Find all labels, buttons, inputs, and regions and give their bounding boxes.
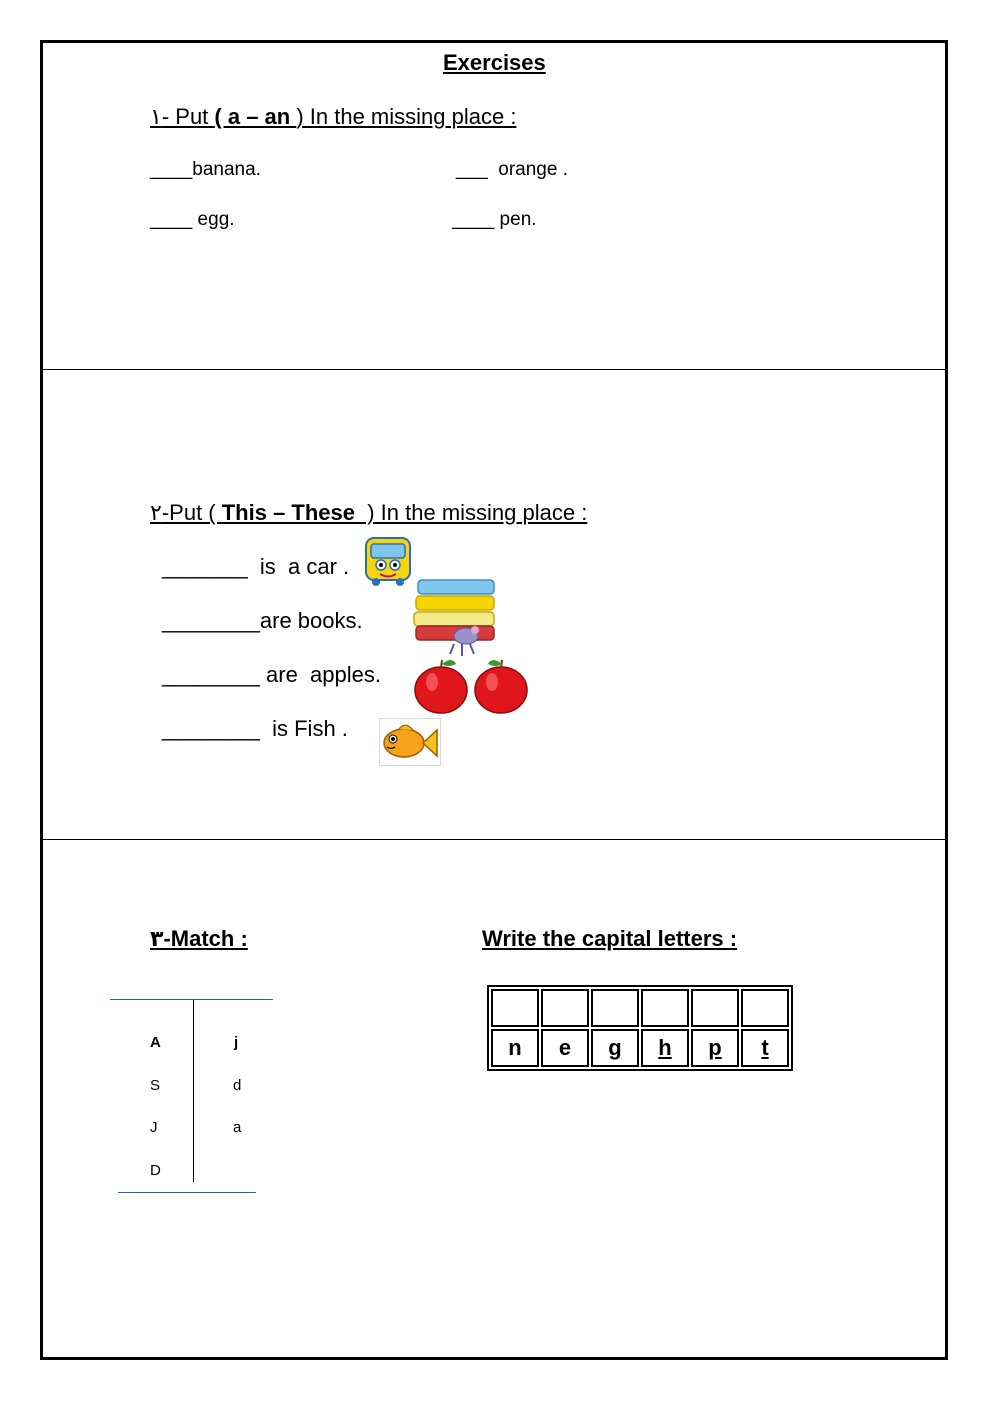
section4-heading: Write the capital letters : (482, 926, 738, 951)
match-right-3: a (233, 1119, 242, 1136)
section2-options: This – These (221, 500, 356, 525)
match-left-4: D (150, 1162, 161, 1179)
section2-item-2: ________are books. (162, 608, 363, 633)
section3-number: ٣ (150, 926, 164, 951)
section1-prefix: - Put (161, 104, 215, 129)
answer-box-3[interactable] (591, 989, 639, 1027)
match-top-line (110, 999, 273, 1000)
letter-cell-6: t (741, 1029, 789, 1067)
section2-item-4: ________ is Fish . (162, 716, 348, 741)
section1-number: ١ (150, 104, 162, 129)
match-left-2: S (150, 1077, 161, 1094)
section1-options: ( a – an (214, 104, 297, 129)
answer-box-2[interactable] (541, 989, 589, 1027)
answer-box-4[interactable] (641, 989, 689, 1027)
match-bottom-line (118, 1192, 256, 1193)
letter-cell-5: p (691, 1029, 739, 1067)
letter-cell-1: n (491, 1029, 539, 1067)
page-title: Exercises (443, 50, 546, 75)
match-right-2: d (233, 1077, 242, 1094)
books-icon (412, 574, 498, 660)
apples-icon (412, 656, 530, 716)
answer-box-6[interactable] (741, 989, 789, 1027)
section1-item-3: ____ egg. (150, 209, 235, 230)
section3-heading (150, 926, 248, 952)
section1-item-2: ___ orange . (456, 159, 568, 180)
match-left-1: A (150, 1034, 161, 1051)
section2-item-3: ________ are apples. (162, 662, 381, 687)
match-column-divider (193, 1000, 194, 1182)
section1-heading (150, 104, 516, 130)
match-right-1: j (234, 1034, 239, 1051)
section1-item-1: ____banana. (150, 159, 261, 180)
answer-box-5[interactable] (691, 989, 739, 1027)
letter-cell-3: g (591, 1029, 639, 1067)
section1-suffix: ) In the missing place : (296, 104, 517, 129)
bus-icon (362, 535, 414, 587)
section-divider-2 (42, 839, 945, 840)
letter-cell-4: h (641, 1029, 689, 1067)
section1-item-4: ____ pen. (452, 209, 537, 230)
section3-title: -Match : (163, 926, 248, 951)
answer-box-1[interactable] (491, 989, 539, 1027)
section2-suffix: ) In the missing place : (355, 500, 588, 525)
section2-item-1: _______ is a car . (162, 554, 350, 579)
capital-letters-table (487, 985, 793, 1071)
fish-icon (379, 718, 441, 766)
match-left-3: J (150, 1119, 158, 1136)
section2-heading (150, 500, 587, 526)
letter-cell-2: e (541, 1029, 589, 1067)
section-divider-1 (42, 369, 945, 370)
section2-number: ٢ (150, 500, 162, 525)
section2-prefix: -Put ( (161, 500, 222, 525)
